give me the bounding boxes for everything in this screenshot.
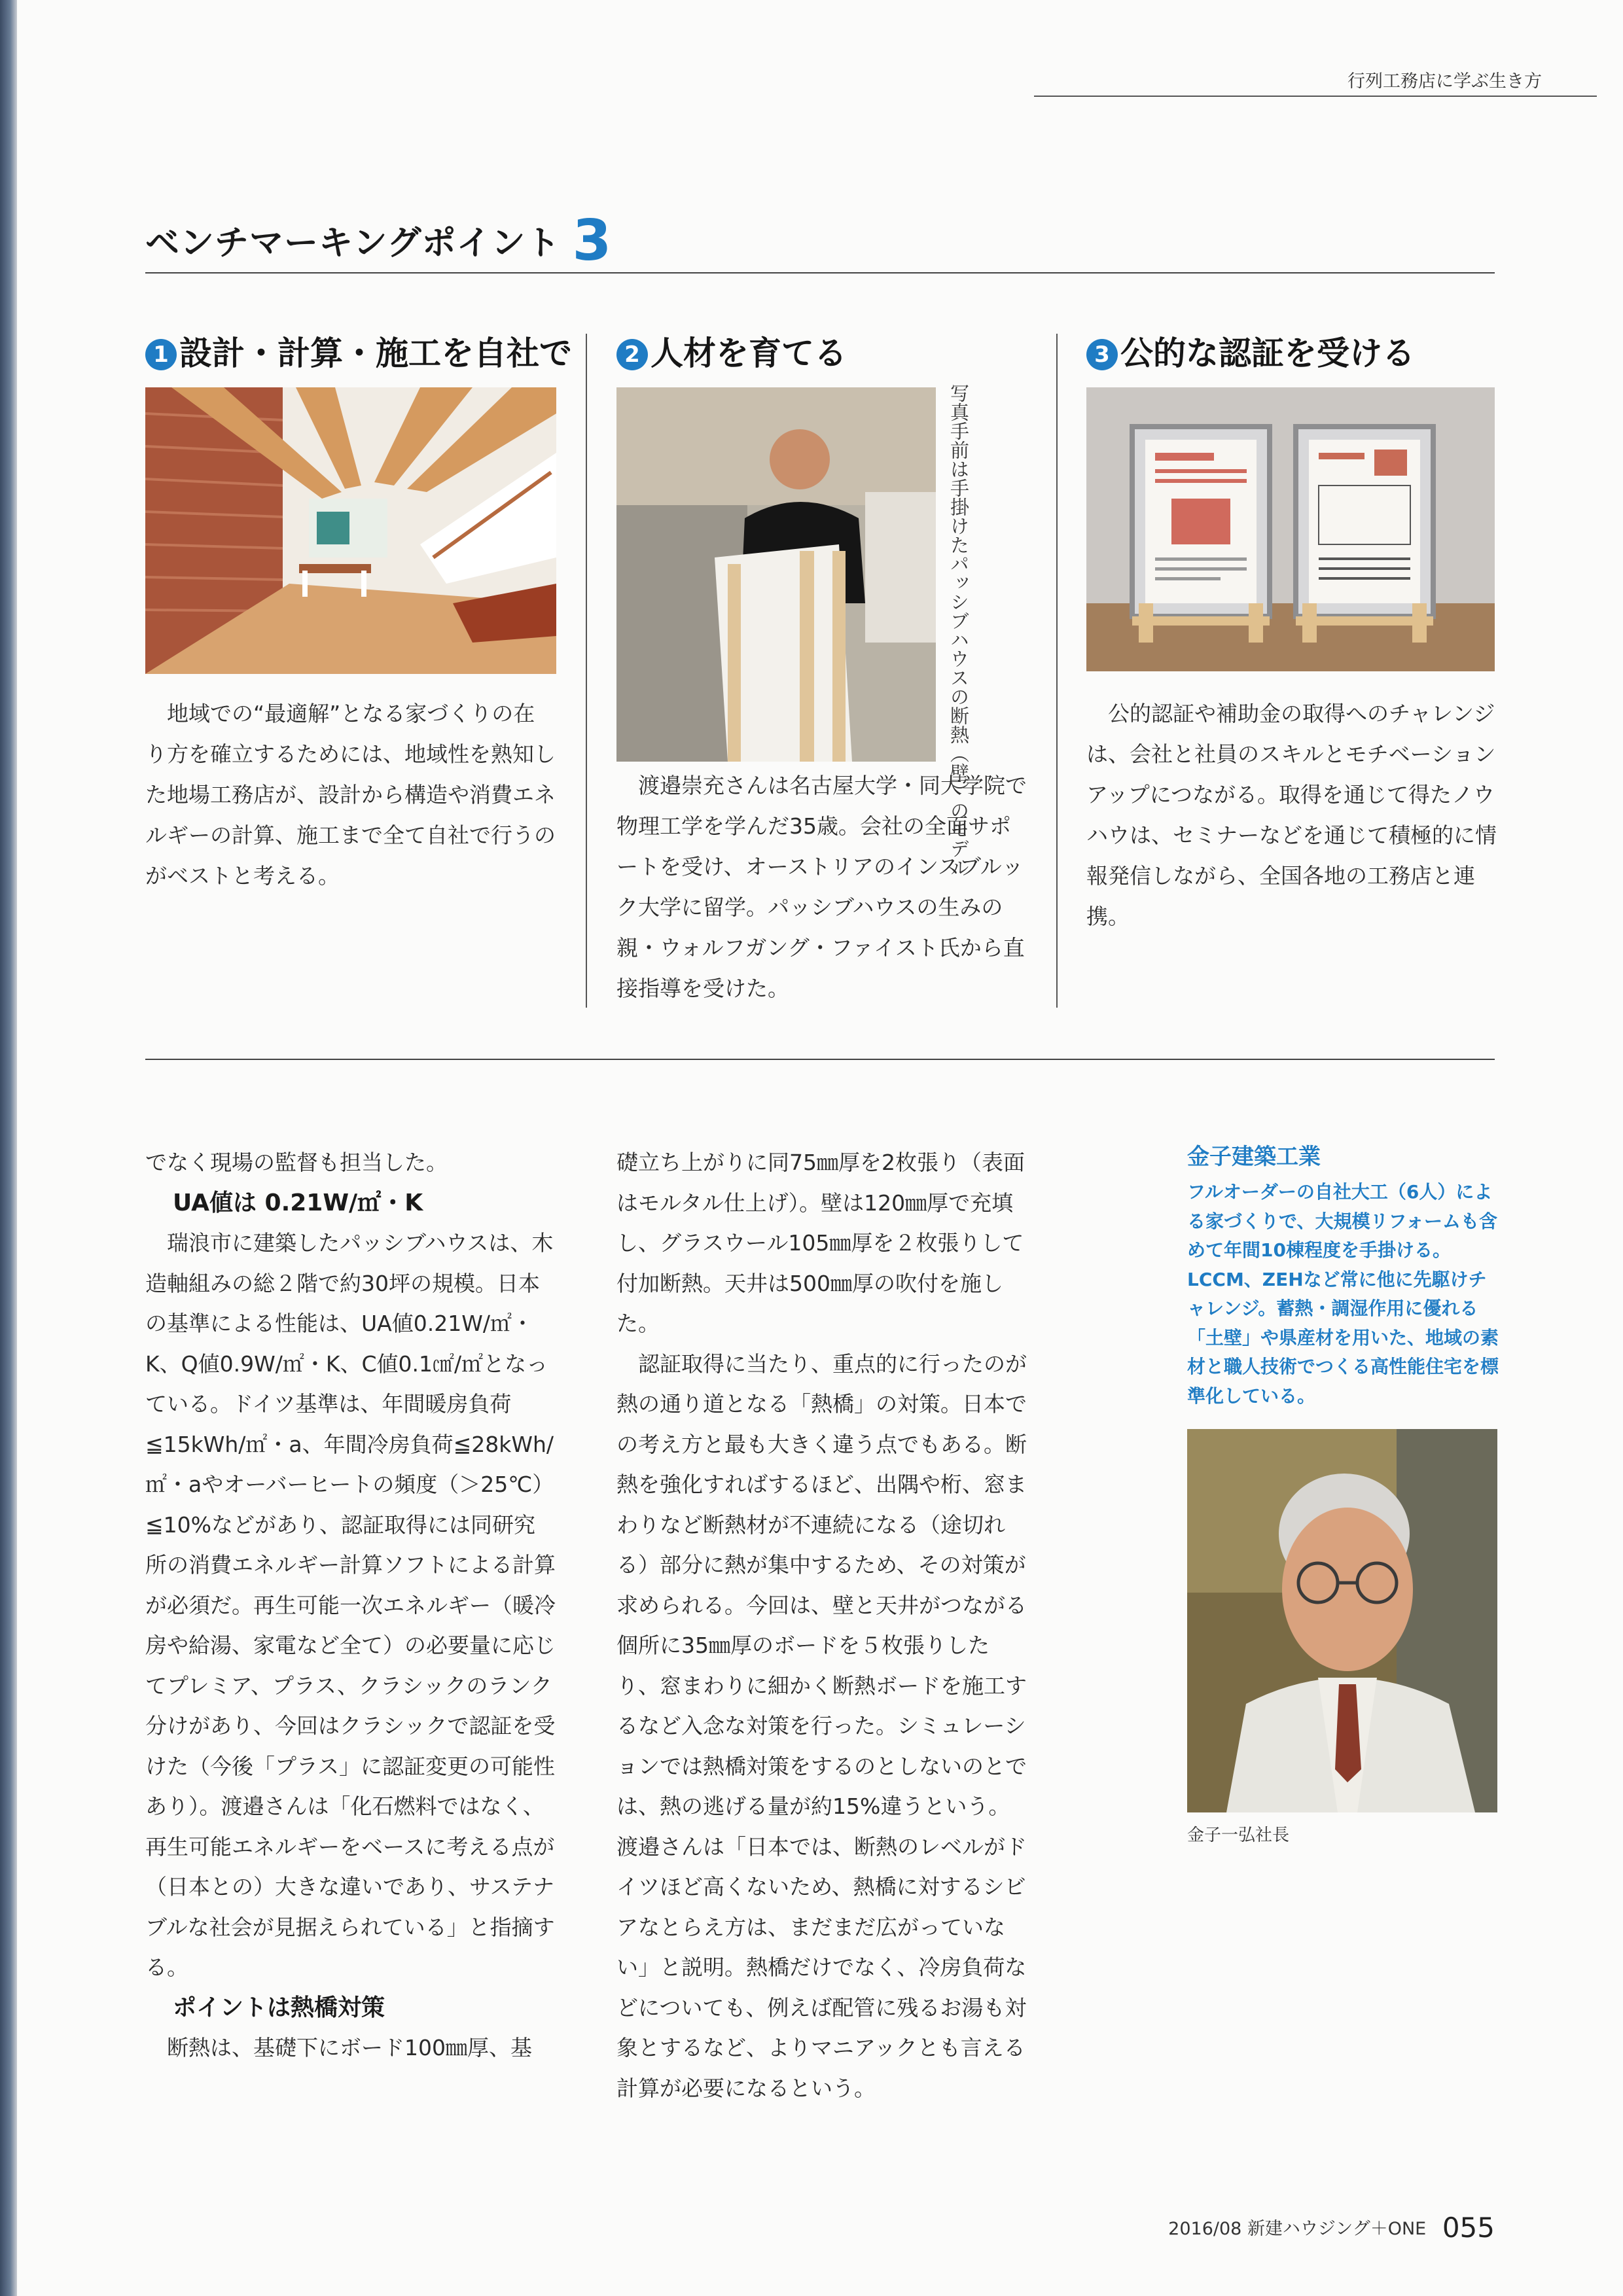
page-number: 055: [1442, 2212, 1495, 2244]
point-1-heading: [145, 327, 572, 374]
column-divider-2: [1056, 334, 1058, 1008]
magazine-name: 新建ハウジング＋ONE: [1247, 2219, 1427, 2239]
interior-photo: [145, 387, 556, 674]
article-paragraph: 認証取得に当たり、重点的に行ったのが熱の通り道となる「熱橋」の対策。日本での考え方と最も大きく違う点でもある。断熱を強化すればするほど、出隅や桁、窓まわりなど断熱材が不連続になる（途切れる）部分に熱が集中するため、その対策が求められる。今回は、壁と天井がつながる個所に35㎜厚のボードを５枚張りしたり、窓まわりに細かく断熱ボードを施工するなど入念な対策を行った。シミュレーションでは熱橋対策をするのとしないのとでは、熱の逃げる量が約15%違うという。渡邉さんは「日本では、断熱のレベルがドイツほど高くないため、熱橋に対するシビアなとらえ方は、まだまだ広がっていない」と説明。熱橋だけでなく、冷房負荷などについても、例えば配管に残るお湯も対象とするなど、よりマニアックとも言える計算が必要になるという。: [616, 1351, 1027, 2101]
point-2-marker: 2: [616, 339, 648, 370]
point-1-text: 地域での“最適解”となる家づくりの在り方を確立するためには、地域性を熟知した地場工務店が、設計から構造や消費エネルギーの計算、施工まで全て自社で行うのがベストと考える。: [145, 701, 556, 889]
article-column-2: [616, 1142, 1027, 2108]
point-1-marker: 1: [145, 339, 177, 370]
staff-photo-caption: 写真手前は手掛けたパッシブハウスの断熱（壁）のモデル: [948, 383, 970, 877]
point-3-text: 公的認証や補助金の取得へのチャレンジは、会社と社員のスキルとモチベーションアップにつながる。取得を通じて得たノウハウは、セミナーなどを通じて積極的に情報発信しながら、全国各地の工務店と連携。: [1086, 701, 1497, 929]
subheading-thermal-bridge: ポイントは熱橋対策: [173, 1994, 385, 2021]
article-paragraph: 断熱は、基礎下にボード100㎜厚、基: [167, 2035, 532, 2060]
column-divider-1: [586, 334, 587, 1008]
article-column-1: [145, 1142, 556, 2068]
point-3-marker: 3: [1086, 339, 1118, 370]
issue-date: 2016/08: [1168, 2219, 1242, 2239]
header-rule: [1034, 96, 1597, 97]
president-portrait: [1187, 1429, 1497, 1812]
section-number: 3: [572, 208, 613, 274]
point-1-heading-text: 設計・計算・施工を自社で: [179, 334, 572, 372]
footer: [1168, 2212, 1495, 2244]
point-3-heading-text: 公的な認証を受ける: [1120, 334, 1415, 372]
point-2-text: 渡邉崇充さんは名古屋大学・同大学院で物理工学を学んだ35歳。会社の全面サポートを受け、オーストリアのインスブルック大学に留学。パッシブハウスの生みの親・ウォルフガング・ファイスト氏から直接指導を受けた。: [616, 773, 1027, 1001]
point-2-heading: [616, 327, 847, 374]
staff-photo: [616, 387, 936, 762]
title-rule: [145, 272, 1495, 274]
section-title: [145, 208, 612, 274]
binding-spine: [0, 0, 17, 2296]
section-title-text: ベンチマーキングポイント: [145, 224, 561, 263]
point-2-heading-text: 人材を育てる: [651, 334, 847, 372]
article-paragraph: 礎立ち上がりに同75㎜厚を2枚張り（表面はモルタル仕上げ）。壁は120㎜厚で充填し、グラスウール105㎜厚を２枚張りして付加断熱。天井は500㎜厚の吹付を施した。: [616, 1150, 1025, 1336]
article-paragraph: でなく現場の監督も担当した。: [145, 1150, 448, 1175]
mid-rule: [145, 1059, 1495, 1060]
portrait-caption: 金子一弘社長: [1187, 1826, 1290, 1845]
certificates-photo: [1086, 387, 1495, 671]
article-paragraph: 瑞浪市に建築したパッシブハウスは、木造軸組みの総２階で約30坪の規模。日本の基準による性能は、UA値0.21W/㎡・K、Q値0.9W/㎡・K、C値0.1㎠/㎡となっている。ドイツ基準は、年間暖房負荷≦15kWh/㎡・a、年間冷房負荷≦28kWh/㎡・aやオーバーヒートの頻度（＞25℃）≦10%などがあり、認証取得には同研究所の消費エネルギー計算ソフトによる計算が必須だ。再生可能一次エネルギー（暖冷房や給湯、家電など全て）の必要量に応じてプレミア、プラス、クラシックのランク分けがあり、今回はクラシックで認証を受けた（今後「プラス」に認証変更の可能性あり）。渡邉さんは「化石燃料ではなく、再生可能エネルギーをベースに考える点が（日本との）大きな違いであり、サステナブルな社会が見据えられている」と指摘する。: [145, 1230, 556, 1980]
series-label: 行列工務店に学ぶ生き方: [1347, 71, 1542, 92]
company-name: 金子建築工業: [1187, 1144, 1321, 1170]
company-description: フルオーダーの自社大工（6人）による家づくりで、大規模リフォームも含めて年間10棟程度を手掛ける。LCCM、ZEHなど常に他に先駆けチャレンジ。蓄熱・調湿作用に優れる「土壁」や県産材を用いた、地域の素材と職人技術でつくる高性能住宅を標準化している。: [1187, 1181, 1499, 1407]
subheading-ua-value: UA値は 0.21W/㎡・K: [173, 1189, 423, 1216]
point-3-heading: [1086, 327, 1415, 374]
